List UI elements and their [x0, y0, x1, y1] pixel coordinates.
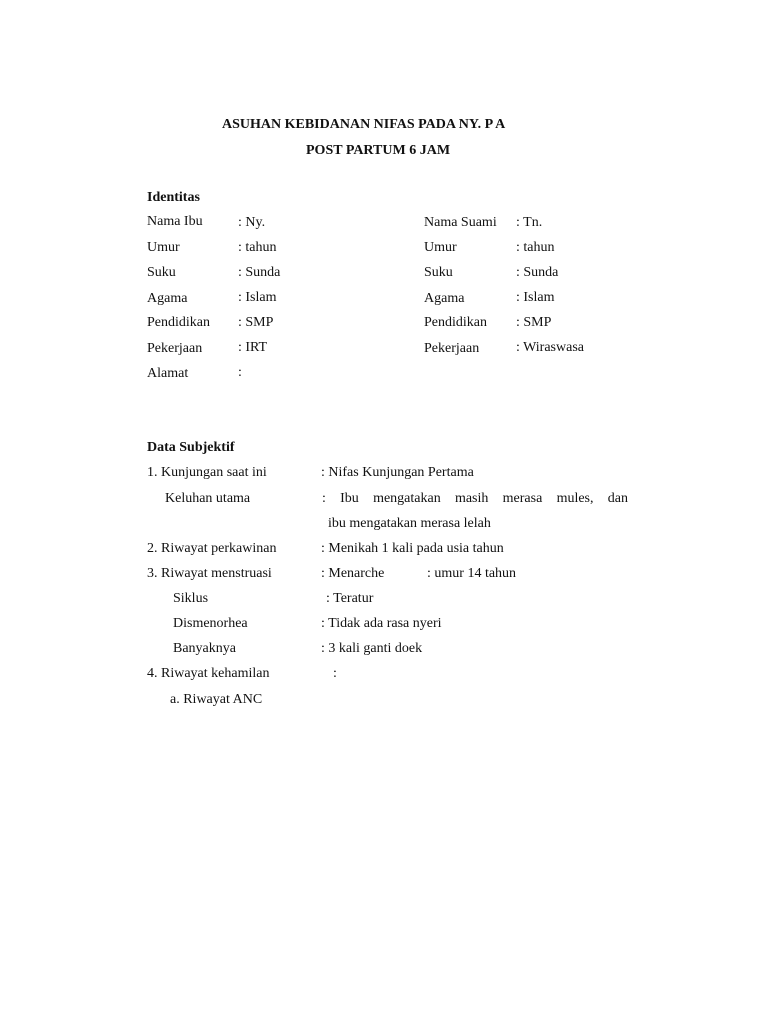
suami-pekerjaan-value: : Wiraswasa	[516, 340, 584, 355]
keluhan-word: mules,	[556, 491, 594, 506]
document-title-line2: POST PARTUM 6 JAM	[306, 143, 451, 158]
ibu-suku-label: Suku	[147, 265, 176, 280]
suami-umur-label: Umur	[424, 240, 457, 255]
ibu-pekerjaan-value: : IRT	[238, 340, 268, 355]
suami-pendidikan-value: : SMP	[516, 315, 552, 330]
suami-agama-label: Agama	[424, 291, 465, 306]
banyaknya-value: : 3 kali ganti doek	[321, 641, 423, 656]
suami-nama-label: Nama Suami	[424, 215, 497, 230]
suami-nama-value: : Tn.	[516, 215, 543, 230]
ibu-nama-label: Nama Ibu	[147, 214, 203, 229]
keluhan-word: masih	[454, 491, 489, 506]
kunjungan-label: 1. Kunjungan saat ini	[147, 465, 267, 480]
ibu-suku-value: : Sunda	[238, 265, 281, 280]
perkawinan-value: : Menikah 1 kali pada usia tahun	[321, 541, 504, 556]
ibu-nama-value: : Ny.	[238, 215, 266, 230]
suami-suku-label: Suku	[424, 265, 453, 280]
subjektif-heading: Data Subjektif	[147, 440, 235, 455]
suami-pendidikan-label: Pendidikan	[424, 315, 487, 330]
keluhan-word: dan	[607, 491, 628, 506]
perkawinan-label: 2. Riwayat perkawinan	[147, 541, 277, 556]
identitas-heading: Identitas	[147, 190, 200, 205]
ibu-umur-value: : tahun	[238, 240, 277, 255]
suami-pekerjaan-label: Pekerjaan	[424, 341, 480, 356]
ibu-pendidikan-label: Pendidikan	[147, 315, 210, 330]
kunjungan-value: : Nifas Kunjungan Pertama	[321, 465, 474, 480]
banyaknya-label: Banyaknya	[173, 641, 236, 656]
keluhan-word: mengatakan	[373, 491, 441, 506]
suami-agama-value: : Islam	[516, 290, 555, 305]
suami-umur-value: : tahun	[516, 240, 555, 255]
kehamilan-label: 4. Riwayat kehamilan	[147, 666, 270, 681]
menarche-umur: : umur 14 tahun	[427, 566, 517, 581]
siklus-value: : Teratur	[326, 591, 374, 606]
anc-label: a. Riwayat ANC	[170, 692, 263, 707]
menstruasi-label: 3. Riwayat menstruasi	[147, 566, 272, 581]
menarche-value: : Menarche	[321, 566, 385, 581]
ibu-alamat-value: :	[238, 365, 242, 380]
ibu-agama-label: Agama	[147, 291, 188, 306]
keluhan-word: merasa	[502, 491, 543, 506]
keluhan-word: :	[322, 491, 326, 506]
ibu-pendidikan-value: : SMP	[238, 315, 274, 330]
keluhan-line1	[322, 491, 628, 507]
siklus-label: Siklus	[173, 591, 209, 606]
ibu-alamat-label: Alamat	[147, 366, 189, 381]
keluhan-line2: ibu mengatakan merasa lelah	[328, 516, 491, 531]
ibu-agama-value: : Islam	[238, 290, 277, 305]
dismenorhea-label: Dismenorhea	[173, 616, 248, 631]
keluhan-label: Keluhan utama	[165, 491, 251, 506]
document-title-line1: ASUHAN KEBIDANAN NIFAS PADA NY. P A	[222, 117, 506, 132]
ibu-umur-label: Umur	[147, 240, 180, 255]
suami-suku-value: : Sunda	[516, 265, 559, 280]
dismenorhea-value: : Tidak ada rasa nyeri	[321, 616, 442, 631]
keluhan-word: Ibu	[340, 491, 359, 506]
ibu-pekerjaan-label: Pekerjaan	[147, 341, 203, 356]
kehamilan-value: :	[333, 666, 337, 681]
